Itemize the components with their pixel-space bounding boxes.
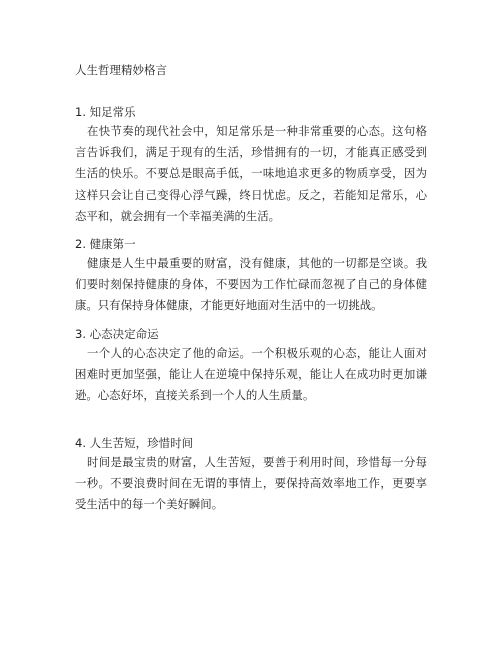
section-heading: 4. 人生苦短，珍惜时间: [75, 436, 194, 450]
section-body: 在快节奏的现代社会中，知足常乐是一种非常重要的心态。这句格言告诉我们，满足于现有的生活，珍惜拥有的一切，才能真正感受到生活的快乐。不要总是眼高手低，一味地追求更多的物质享受，因为这样只会让自己变得心浮气躁，终日忧虑。反之，若能知足常乐，心态平和，就会拥有一个幸福美满的生活。: [75, 124, 427, 223]
document-title: 人生哲理精妙格言: [75, 63, 167, 77]
section-body: 一个人的心态决定了他的命运。一个积极乐观的心态，能让人面对困难时更加坚强，能让人在逆境中保持乐观，能让人在成功时更加谦逊。心态好坏，直接关系到一个人的人生质量。: [75, 346, 427, 403]
section-heading: 1. 知足常乐: [75, 105, 136, 119]
section-body: 时间是最宝贵的财富，人生苦短，要善于利用时间，珍惜每一分每一秒。不要浪费时间在无谓的事情上，要保持高效率地工作，更要享受生活中的每一个美好瞬间。: [75, 455, 427, 512]
section-jiankang-diyi: [75, 236, 427, 317]
section-zhizu-changle: [75, 104, 427, 227]
section-body: 健康是人生中最重要的财富，没有健康，其他的一切都是空谈。我们要时刻保持健康的身体，不要因为工作忙碌而忽视了自己的身体健康。只有保持身体健康，才能更好地面对生活中的一切挑战。: [75, 256, 427, 313]
section-xintai-mingyun: [75, 326, 427, 407]
section-heading: 3. 心态决定命运: [75, 327, 159, 341]
section-heading: 2. 健康第一: [75, 237, 136, 251]
section-zhenxi-shijian: [75, 435, 427, 516]
